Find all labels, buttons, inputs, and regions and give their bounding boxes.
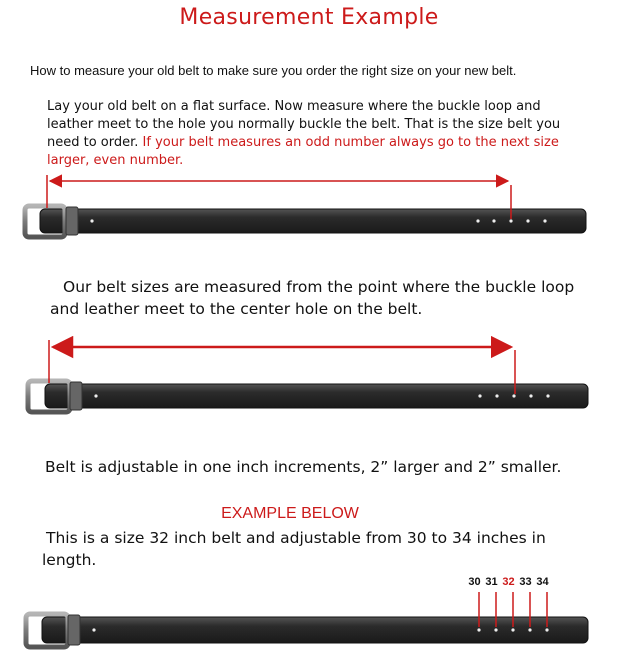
belt-1 (25, 175, 586, 237)
belt-hole (528, 628, 531, 631)
size-label-34: 34 (536, 576, 549, 588)
belt-strap (40, 209, 586, 233)
belt-loop (66, 207, 78, 235)
belt-loop (70, 382, 82, 410)
adjustable-note: Belt is adjustable in one inch increments, 2” larger and 2” smaller. (45, 458, 562, 476)
size-label-30: 30 (468, 576, 481, 588)
example-text: This is a size 32 inch belt and adjustable from 30 to 34 inches in length. (42, 529, 546, 569)
belt-hole (476, 219, 479, 222)
belt-hole (546, 394, 549, 397)
size-label-31: 31 (485, 576, 498, 588)
belt-hole (526, 219, 529, 222)
belt-hole (478, 394, 481, 397)
belt-hole (495, 394, 498, 397)
page-title: Measurement Example (179, 5, 439, 30)
belt-hole (509, 219, 512, 222)
belt-strap (42, 617, 588, 643)
instructions-highlight: If your belt measures an odd number always go to the next size larger, even number. (47, 135, 559, 168)
belt-2 (28, 340, 588, 412)
size-label-33: 33 (519, 576, 532, 588)
intro-text: How to measure your old belt to make sure you order the right size on your new belt. (30, 63, 517, 78)
belt-hole (512, 394, 515, 397)
belt-hole (529, 394, 532, 397)
belt-strap (45, 384, 588, 408)
belt-3 (26, 592, 588, 647)
example-heading: EXAMPLE BELOW (221, 505, 359, 522)
belt-hole (477, 628, 480, 631)
sizing-note: Our belt sizes are measured from the point where the buckle loop and leather meet to the center hole on the belt. (50, 278, 575, 318)
belt-hole (92, 628, 95, 631)
belt-hole (90, 219, 93, 222)
belt-hole (94, 394, 97, 397)
instructions-text: Lay your old belt on a flat surface. Now measure where the buckle loop and leather meet to the hole you normally buckle the belt. That is the size belt you need to order. (47, 99, 561, 150)
belt-hole (492, 219, 495, 222)
belt-hole (545, 628, 548, 631)
belt-hole (543, 219, 546, 222)
belt-hole (511, 628, 514, 631)
belt-loop (68, 615, 80, 645)
belt-hole (494, 628, 497, 631)
size-label-32: 32 (502, 576, 515, 588)
